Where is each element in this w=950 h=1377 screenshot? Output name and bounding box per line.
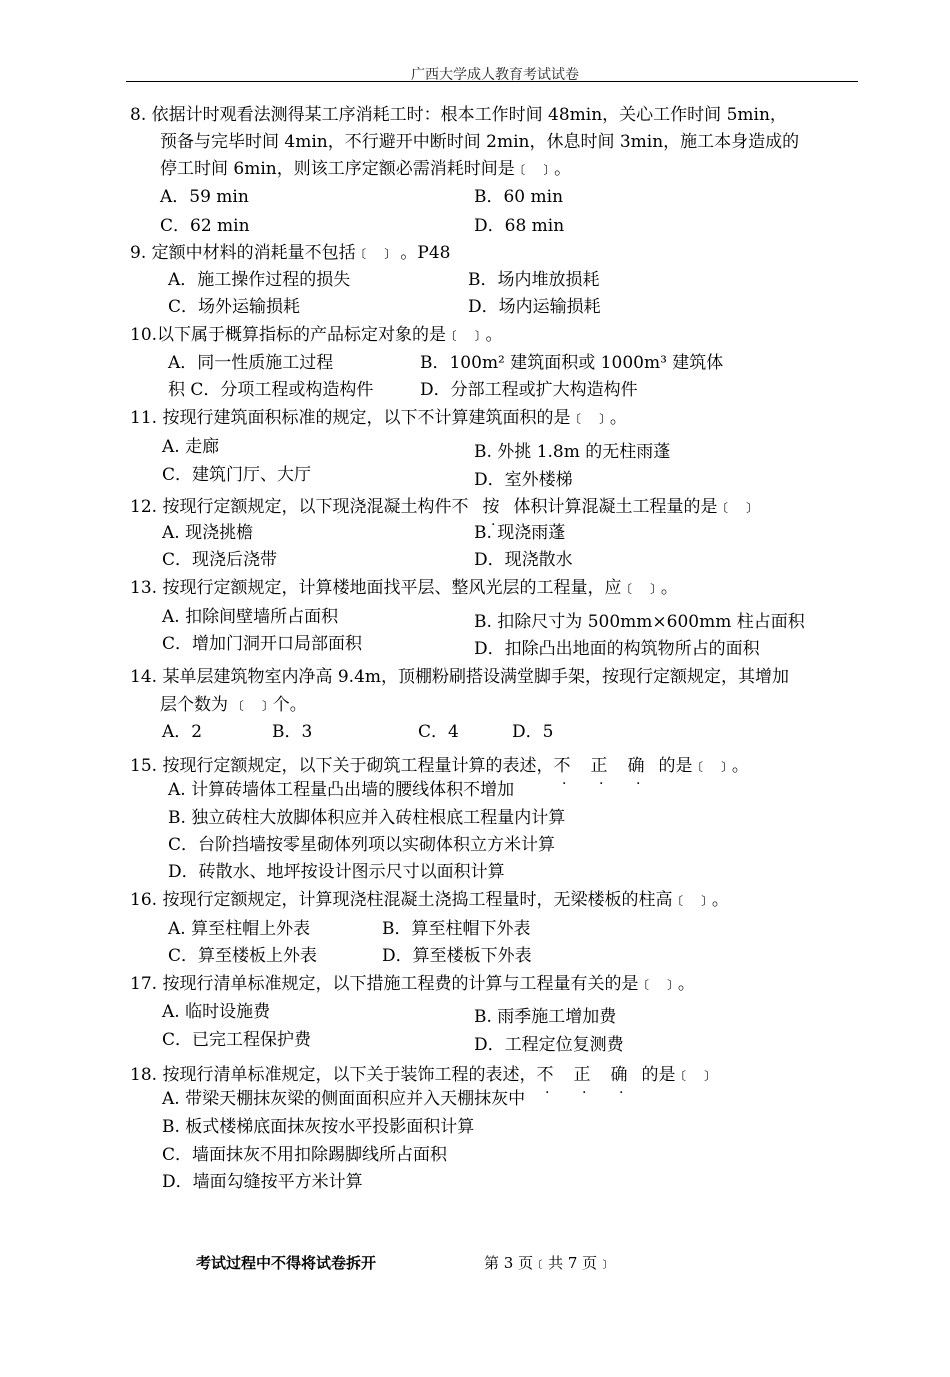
q15-emphasis-1: 不 (553, 756, 571, 776)
q12-option-d: D．现浇散水 (474, 550, 573, 570)
q10-option-c: 积 C．分项工程或构造构件 (168, 380, 374, 400)
q8-stem-line2: 预备与完毕时间 4min，不行避开中断时间 2min，休息时间 3min，施工本身造成的 (160, 132, 800, 152)
q8-option-d: D．68 min (474, 216, 565, 236)
q17-option-c: C．已完工程保护费 (162, 1030, 312, 1050)
q14-option-c: C．4 (418, 722, 459, 742)
footer-notice: 考试过程中不得将试卷拆开 (196, 1254, 377, 1272)
q12-stem (130, 497, 757, 517)
q18-emphasis-2: 正 (573, 1065, 591, 1085)
q18-option-c: C．墙面抹灰不用扣除踢脚线所占面积 (162, 1145, 448, 1165)
q18-option-b: B. 板式楼梯底面抹灰按水平投影面积计算 (162, 1117, 475, 1137)
q15-stem (130, 756, 749, 776)
q11-option-d: D．室外楼梯 (474, 470, 573, 490)
q11-option-b: B. 外挑 1.8m 的无柱雨蓬 (474, 442, 671, 462)
q13-stem: 13. 按现行定额规定，计算楼地面找平层、整风光层的工程量，应﹝ ﹞。 (130, 578, 678, 598)
q17-option-b: B. 雨季施工增加费 (474, 1007, 617, 1027)
q14-stem-line1: 14. 某单层建筑物室内净高 9.4m，顶棚粉刷搭设满堂脚手架，按现行定额规定，其增加 (130, 667, 789, 687)
q18-emphasis-3: 确 (610, 1065, 628, 1085)
q9-option-d: D．场内运输损耗 (468, 297, 601, 317)
q16-option-d: D．算至楼板下外表 (382, 946, 532, 966)
q15-emphasis-3: 确 (627, 756, 645, 776)
q14-option-a: A．2 (162, 722, 203, 742)
q17-option-a: A. 临时设施费 (162, 1002, 271, 1022)
q18-stem-after: 的是﹝ ﹞ (641, 1065, 715, 1085)
q13-option-c: C．增加门洞开口局部面积 (162, 634, 363, 654)
q15-option-d: D．砖散水、地坪按设计图示尺寸以面积计算 (168, 862, 505, 882)
q18-stem-before: 18. 按现行清单标准规定，以下关于装饰工程的表述， (130, 1065, 537, 1085)
q11-option-a: A. 走廊 (162, 437, 220, 457)
q8-option-b: B．60 min (474, 187, 564, 207)
q11-stem: 11. 按现行建筑面积标准的规定，以下不计算建筑面积的是﹝ ﹞。 (130, 408, 627, 428)
q12-stem-emphasis: 按 (482, 497, 500, 517)
q15-option-c: C．台阶挡墙按零星砌体列项以实砌体积立方米计算 (168, 835, 556, 855)
q8-option-c: C．62 min (160, 216, 250, 236)
q15-option-a: A. 计算砖墙体工程量凸出墙的腰线体积不增加 (168, 780, 515, 800)
q14-option-d: D．5 (512, 722, 554, 742)
q15-emphasis-2: 正 (590, 756, 608, 776)
q18-stem (130, 1065, 715, 1085)
q11-option-c: C．建筑门厅、大厅 (162, 465, 312, 485)
q17-stem: 17. 按现行清单标准规定，以下措施工程费的计算与工程量有关的是﹝ ﹞。 (130, 974, 695, 994)
q16-stem: 16. 按现行定额规定，计算现浇柱混凝土浇捣工程量时，无梁楼板的柱高﹝ ﹞。 (130, 890, 729, 910)
page-header-title: 广西大学成人教育考试试卷 (411, 67, 579, 83)
q15-stem-after: 的是﹝ ﹞。 (658, 756, 749, 776)
q16-option-b: B．算至柱帽下外表 (382, 919, 531, 939)
q10-option-a: A．同一性质施工过程 (168, 353, 334, 373)
q10-option-d: D．分部工程或扩大构造构件 (420, 380, 638, 400)
q13-option-d: D．扣除凸出地面的构筑物所占的面积 (474, 639, 760, 659)
q14-stem-line2: 层个数为 ﹝ ﹞个。 (160, 695, 307, 715)
q9-option-a: A．施工操作过程的损失 (168, 270, 351, 290)
q16-option-c: C．算至楼板上外表 (168, 946, 318, 966)
q15-option-b: B. 独立砖柱大放脚体积应并入砖柱根底工程量内计算 (168, 808, 566, 828)
q18-option-d: D．墙面勾缝按平方米计算 (162, 1172, 363, 1192)
q16-option-a: A. 算至柱帽上外表 (168, 919, 311, 939)
q13-option-a: A. 扣除间壁墙所占面积 (162, 607, 339, 627)
q9-option-c: C．场外运输损耗 (168, 297, 301, 317)
q9-stem: 9. 定额中材料的消耗量不包括﹝ ﹞ 。P48 (130, 243, 451, 263)
q10-stem: 10.以下属于概算指标的产品标定对象的是﹝ ﹞。 (130, 325, 503, 345)
q12-stem-before: 12. 按现行定额规定，以下现浇混凝土构件不 (130, 497, 469, 517)
header-divider (126, 81, 858, 82)
q14-option-b: B．3 (272, 722, 313, 742)
q9-option-b: B．场内堆放损耗 (468, 270, 600, 290)
q12-stem-after: 体积计算混凝土工程量的是﹝ ﹞ (513, 497, 757, 517)
q18-option-a: A. 带梁天棚抹灰梁的侧面面积应并入天棚抹灰中 (162, 1089, 526, 1109)
q15-stem-before: 15. 按现行定额规定，以下关于砌筑工程量计算的表述， (130, 756, 554, 776)
q8-option-a: A．59 min (160, 187, 249, 207)
q12-option-a: A. 现浇挑檐 (162, 523, 254, 543)
q8-stem-line1: 8. 依据计时观看法测得某工序消耗工时：根本工作时间 48min，关心工作时间 5min， (130, 105, 787, 125)
q12-option-b: B. 现浇雨蓬 (474, 523, 566, 543)
q10-option-b: B．100m² 建筑面积或 1000m³ 建筑体 (420, 353, 724, 373)
q17-option-d: D．工程定位复测费 (474, 1035, 624, 1055)
q8-stem-line3: 停工时间 6min，则该工序定额必需消耗时间是﹝ ﹞。 (160, 159, 572, 179)
q18-emphasis-1: 不 (536, 1065, 554, 1085)
footer-page-number: 第 3 页﹝共 7 页﹞ (484, 1254, 613, 1272)
q12-option-c: C．现浇后浇带 (162, 550, 278, 570)
q13-option-b: B. 扣除尺寸为 500mm×600mm 柱占面积 (474, 612, 805, 632)
